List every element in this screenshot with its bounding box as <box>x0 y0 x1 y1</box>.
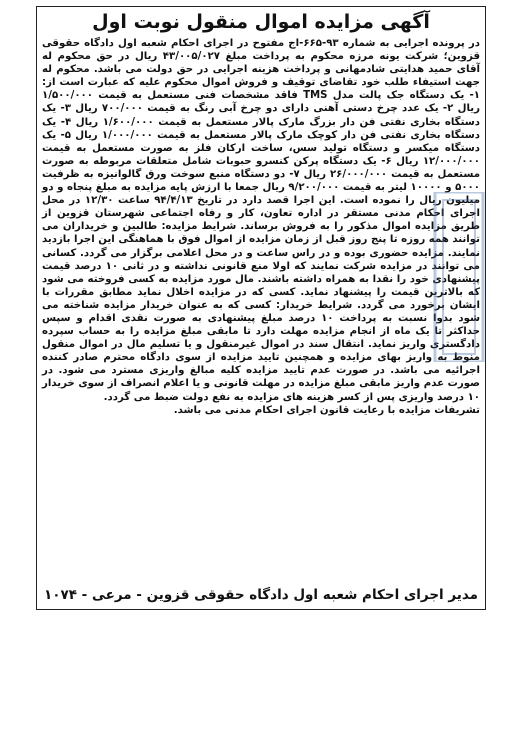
notice-paragraph-closing: تشریفات مزایده با رعایت قانون اجرای احکام مدنی می باشد. <box>173 404 480 416</box>
notice-body <box>37 37 485 417</box>
notice-signature: مدیر اجرای احکام شعبه اول دادگاه حقوقی قزوین - مرعی - ۱۰۷۴ <box>43 587 478 603</box>
notice-paragraph-main: در پرونده اجرایی به شماره ۹۳-۶۶۵-اج مفتوح در اجرای احکام شعبه اول دادگاه حقوقی قزوین؛ شرکت یونه مرزه محکوم به پرداخت مبلغ ۴۳/۰۰۵/۰۲۷ ریال در حق محکوم له آقای حمید هدایتی شادمهانی و پرداخت هزینه اجرایی در حق دولت می باشد. محکوم له جهت استیفاء طلب خود تقاضای توقیف و فروش اموال محکوم علیه که عبارت است از: ۱- یک دستگاه جک پالت مدل TMS فاقد مشخصات فنی مستعمل به قیمت ۱/۵۰۰/۰۰۰ ریال ۲- یک عدد چرخ دستی آهنی دارای دو چرخ آبی رنگ به قیمت ۷۰۰/۰۰۰ ریال ۳- یک دستگاه بخاری نفتی فن دار بزرگ مارک پالار مستعمل به قیمت ۱/۶۰۰/۰۰۰ ریال ۴- یک دستگاه بخاری نفتی فن دار کوچک مارک پالار مستعمل به قیمت ۱/۰۰۰/۰۰۰ ریال ۵- یک دستگاه میکسر و دستگاه تولید سس، ساخت ارکان فلز به صورت مستعمل به قیمت ۱۲/۰۰۰/۰۰۰ ریال ۶- یک دستگاه پرکن کنسرو حبوبات شامل متعلقات مربوطه به صورت مستعمل به قیمت ۲۶/۰۰۰/۰۰۰ ریال ۷- دو دستگاه منبع سوخت ورق گالوانیزه به ظرفیت ۵۰۰۰ و ۱۰۰۰۰ لیتر به قیمت ۹/۲۰۰/۰۰۰ ریال جمعا با ارزش پایه مزایده به مبلغ پنجاه و دو میلیون ریال را نموده است. این اجرا قصد دارد در تاریخ ۹۴/۴/۱۳ ساعت ۱۲/۳۰ در محل اجرای احکام مدنی مستقر در اداره تعاون، کار و رفاه اجتماعی شهرستان قزوین از طریق مزایده اموال مذکور را به فروش برساند. شرایط مزایده: طالبین و خریداران می توانند همه روزه تا پنج روز قبل از زمان مزایده از اموال فوق با هماهنگی این اجرا بازدید نمایند. مزایده حضوری بوده و در راس ساعت و در محل اعلامی برگزار می گردد. کسانی می توانند در مزایده شرکت نمایند که اولا منع قانونی نداشته و در ثانی ۱۰ درصد قیمت پیشنهادی خود را نقدا به همراه داشته باشند. مال مورد مزایده به کسی فروخته می شود که بالاترین قیمت را پیشنهاد نماید. کسی که در مزایده اخلال نماید مطابق مقررات با ایشان برخورد می گردد. شرایط خریدار: کسی که به عنوان خریدار مزایده شناخته می شود بدوا نسبت به پرداخت ۱۰ درصد مبلغ پیشنهادی به صورت نقدی اقدام و سپس حداکثر تا یک ماه از انجام مزایده مهلت دارد تا مابقی مبلغ مزایده را به حساب سپرده دادگستری واریز نماید. انتقال سند در اموال غیرمنقول و یا تسلیم مال در اموال منقول منوط به واریز بهای مزایده و همچنین تایید مزایده از سوی دادگاه محترم صادر کننده اجرائیه می باشد. در صورت عدم تایید مزایده کلیه مبالغ واریزی مسترد می شود. در صورت عدم واریز مابقی مبلغ مزایده در مهلت قانونی و یا اعلام انصراف از سوی خریدار ۱۰ درصد واریزی پس از کسر هزینه های مزایده به نفع دولت ضبط می گردد. <box>42 38 481 403</box>
auction-notice <box>36 6 486 610</box>
notice-title: آگهی مزایده اموال منقول نوبت اول <box>92 11 430 33</box>
